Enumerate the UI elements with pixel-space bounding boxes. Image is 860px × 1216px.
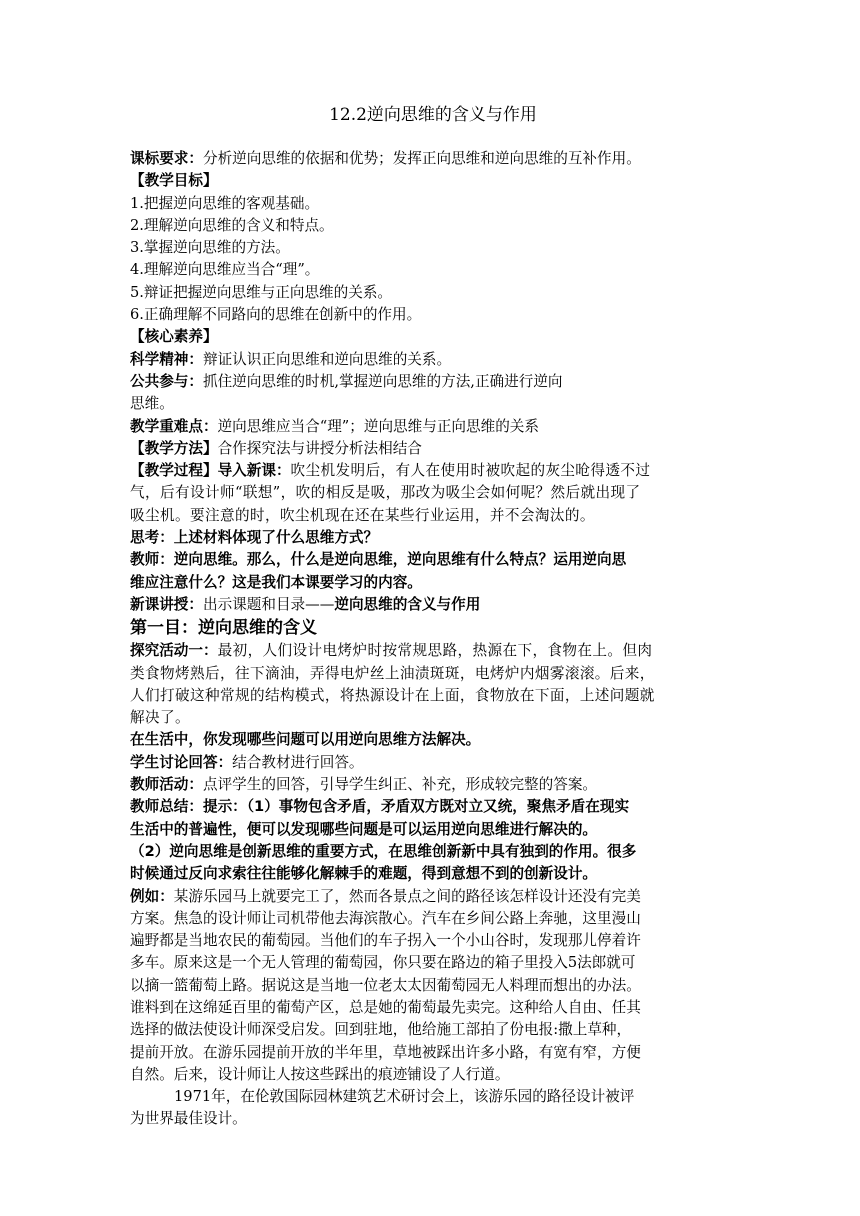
example-line-7: 选择的做法使设计师深受启发。回到驻地，他给施工部拍了份电报:撒上草种，: [130, 1021, 632, 1039]
process-label: 【教学过程】导入新课：: [130, 462, 291, 480]
key-points-label: 教学重难点：: [130, 417, 218, 435]
activity-line-2: 类食物烤熟后，往下滴油，弄得电炉丝上油渍斑斑，电烤炉内烟雾滚滚。后来，: [130, 664, 655, 682]
method-label: 【教学方法】: [130, 439, 218, 457]
method-text: 合作探究法与讲授分析法相结合: [217, 439, 422, 457]
page-title: 12.2逆向思维的含义与作用: [329, 105, 537, 125]
public-participation-line-2: 思维。: [130, 395, 174, 413]
objective-item: 2.理解逆向思维的含义和特点。: [130, 216, 334, 234]
process-line-2: 气，后有设计师“联想”，吹的相反是吸，那改为吸尘会如何呢？然后就出现了: [130, 484, 641, 502]
objective-item: 5.辩证把握逆向思维与正向思维的关系。: [130, 283, 393, 301]
process-line-1: [130, 460, 736, 482]
think-question: 思考：上述材料体现了什么思维方式？: [130, 529, 379, 547]
curriculum-text: 分析逆向思维的依据和优势；发挥正向思维和逆向思维的互补作用。: [202, 150, 641, 167]
summary-line-2: 生活中的普遍性，便可以发现哪些问题是可以运用逆向思维进行解决的。: [130, 820, 598, 838]
key-points-text: 逆向思维应当合“理”；逆向思维与正向思维的关系: [217, 417, 539, 435]
new-lesson-label: 新课讲授：: [130, 595, 203, 613]
science-label: 科学精神：: [130, 350, 203, 368]
example-line-8: 提前开放。在游乐园提前开放的半年里，草地被踩出许多小路，有宽有窄，方便: [130, 1043, 641, 1061]
summary-line-3: （2）逆向思维是创新思维的重要方式，在思维创新新中具有独到的作用。很多: [130, 842, 637, 860]
summary-line-4: 时候通过反向求索往往能够化解棘手的难题，得到意想不到的创新设计。: [130, 865, 598, 883]
public-text: 抓住逆向思维的时机,掌握逆向思维的方法,正确进行逆向: [202, 372, 563, 390]
objective-item: 6.正确理解不同路向的思维在创新中的作用。: [130, 306, 422, 324]
example-line-9: 自然。后来，设计师让人按这些踩出的痕迹铺设了人行道。: [130, 1065, 510, 1083]
discussion-label: 学生讨论回答：: [130, 753, 233, 771]
example-label: 例如：: [130, 887, 174, 905]
new-lesson-line: [130, 594, 736, 616]
objectives-heading: 【教学目标】: [130, 172, 218, 190]
curriculum-label: 课标要求：: [130, 150, 203, 167]
method-line: [130, 438, 736, 460]
example-line-5: 以摘一篮葡萄上路。据说这是当地一位老太太因葡萄园无人料理而想出的办法。: [130, 976, 641, 994]
science-text: 辩证认识正向思维和逆向思维的关系。: [202, 350, 452, 368]
example-line-2: 方案。焦急的设计师让司机带他去海滨散心。汽车在乡间公路上奔驰，这里漫山: [130, 909, 641, 927]
activity-text: 最初，人们设计电烤炉时按常规思路，热源在下，食物在上。但肉: [217, 642, 653, 660]
objective-item: 4.理解逆向思维应当合“理”。: [130, 261, 320, 279]
summary-line-1: 教师总结：提示：（1）事物包含矛盾，矛盾双方既对立又统，聚焦矛盾在现实: [130, 798, 630, 816]
example-text: 某游乐园马上就要完工了，然而各景点之间的路径该怎样设计还没有完美: [173, 887, 641, 905]
teacher-activity-text: 点评学生的回答，引导学生纠正、补充，形成较完整的答案。: [202, 776, 598, 794]
example-line-10: 1971年，在伦敦国际园林建筑艺术研讨会上，该游乐园的路径设计被评: [174, 1088, 635, 1106]
key-points-line: [130, 416, 736, 438]
example-line-1: [130, 886, 736, 908]
curriculum-line: [130, 148, 736, 170]
science-spirit-line: [130, 349, 736, 371]
activity-line-3: 人们打破这种常规的结构模式，将热源设计在上面，食物放在下面，上述问题就: [130, 686, 655, 704]
discussion-line: [130, 752, 736, 774]
activity-line-1: [130, 640, 736, 662]
example-line-6: 谁料到在这绵延百里的葡萄产区，总是她的葡萄最先卖完。这种给人自由、任其: [130, 998, 641, 1016]
literacy-heading: 【核心素养】: [130, 328, 218, 346]
objective-item: 1.把握逆向思维的客观基础。: [130, 194, 320, 212]
process-text: 吹尘机发明后，有人在使用时被吹起的灰尘呛得透不过: [290, 462, 651, 480]
public-label: 公共参与：: [130, 372, 203, 390]
teacher-activity-label: 教师活动：: [130, 776, 203, 794]
activity-label: 探究活动一：: [130, 642, 218, 660]
document-body: [130, 148, 736, 1131]
example-line-11: 为世界最佳设计。: [130, 1110, 247, 1128]
life-question: 在生活中，你发现哪些问题可以用逆向思维方法解决。: [130, 731, 481, 749]
section-heading: 第一目：逆向思维的含义: [130, 618, 317, 639]
teacher-activity-line: [130, 774, 736, 796]
activity-line-4: 解决了。: [130, 709, 190, 727]
discussion-text: 结合教材进行回答。: [232, 753, 364, 771]
new-lesson-topic: 逆向思维的含义与作用: [334, 595, 481, 613]
new-lesson-text: 出示课题和目录——: [202, 595, 335, 613]
teacher-line-2: 维应注意什么？这是我们本课要学习的内容。: [130, 573, 422, 591]
objective-item: 3.掌握逆向思维的方法。: [130, 239, 290, 257]
example-line-4: 多车。原来这是一个无人管理的葡萄园，你只要在路边的箱子里投入5法郎就可: [130, 954, 636, 972]
public-participation-line: [130, 371, 736, 393]
example-line-3: 遍野都是当地农民的葡萄园。当他们的车子拐入一个小山谷时，发现那儿停着许: [130, 932, 641, 950]
process-line-3: 吸尘机。要注意的时，吹尘机现在还在某些行业运用，并不会淘汰的。: [130, 506, 595, 524]
teacher-line-1: 教师：逆向思维。那么，什么是逆向思维，逆向思维有什么特点？运用逆向思: [130, 551, 627, 569]
